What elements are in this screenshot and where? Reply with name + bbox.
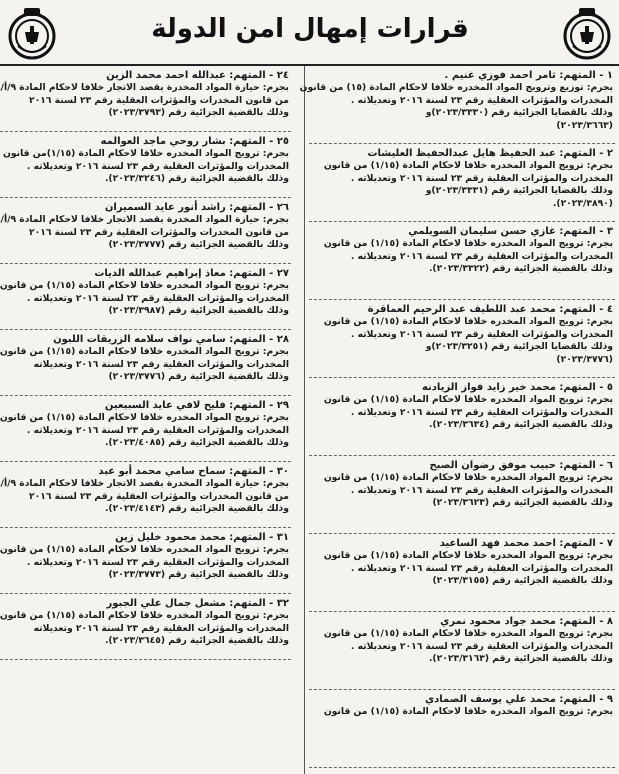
entry-name: ٤ - المتهم: محمد عبد اللطيف عبد الرحيم العماقرة bbox=[367, 304, 613, 315]
entry-line: وذلك بالقضايا الجزائية رقم (٢٠٢٣/٣٣٣٠)و bbox=[425, 107, 613, 118]
entry-line: المخدرات والمؤثرات العقلية رقم ٢٣ لسنة ٢٠١٦ وتعديلاته . bbox=[350, 172, 613, 184]
entry-line: بجرم: ترويج المواد المخدره خلافا لاحكام المادة (١/١٥) من قانون bbox=[0, 346, 289, 357]
list-item bbox=[309, 222, 615, 300]
entry-line: بجرم: ترويج المواد المخدره خلافا لاحكام المادة (١/١٥) من قانون bbox=[0, 280, 289, 291]
entry-name: ٢ - المتهم: عبد الحفيظ هايل عبدالحفيظ العليشات bbox=[367, 148, 613, 159]
entry-line: وذلك بالقضية الجزائية رقم (٢٠٢٣/٣١٦٣). bbox=[428, 653, 613, 664]
entry-line: وذلك بالقضية الجزائية رقم (٢٠٢٣/٣٦٣٤). bbox=[428, 419, 613, 430]
entry-line: وذلك بالقضية الجزائية رقم (٢٠٢٣/٣٦٤٥). bbox=[104, 635, 289, 646]
entry-line: وذلك بالقضية الجزائية رقم (٢٠٢٣/٣٧٩٣) bbox=[108, 107, 289, 118]
entry-line: بجرم: توزيع وترويج المواد المخدره خلافا لاحكام المادة (١٥) من قانون bbox=[299, 82, 613, 93]
list-item bbox=[0, 132, 291, 198]
entry-line: بجرم: حيازة المواد المخدرة بقصد الاتجار خلافا لاحكام المادة ٩/أ/ bbox=[0, 82, 289, 93]
entry-line: (٢٠٢٣/٣٧٧٦) bbox=[556, 353, 613, 365]
entry-line: من قانون المخدرات والمؤثرات العقلية رقم ٢٣ لسنة ٢٠١٦ bbox=[29, 490, 289, 502]
entry-line: المخدرات والمؤثرات العقلية رقم ٢٣ لسنة ٢٠١٦ وتعديلاته . bbox=[350, 406, 613, 418]
list-item bbox=[309, 690, 615, 768]
entry-line: بجرم: ترويج المواد المخدره خلافا لاحكام المادة (١/١٥) من قانون bbox=[323, 628, 613, 639]
entry-name: ٣١ - المتهم: محمد محمود خليل زين bbox=[115, 532, 289, 543]
entry-line: بجرم: ترويج المواد المخدره خلافا لاحكام المادة (١/١٥) من قانون bbox=[323, 550, 613, 561]
entry-line: وذلك بالقضية الجزائية رقم (٢٠٢٣/٣٧٧٧) bbox=[108, 239, 289, 250]
list-item bbox=[309, 300, 615, 378]
entry-line: وذلك بالقضايا الجزائية رقم (٢٠٢٣/٣٢٥١)و bbox=[425, 341, 613, 352]
entry-line: وذلك بالقضية الجزائية رقم (٢٠٢٣/٣٢٤٦). bbox=[104, 173, 289, 184]
entry-line: المخدرات والمؤثرات العقلية رقم ٢٣ لسنة ٢٠١٦ وتعديلاته bbox=[33, 358, 289, 370]
entry-name: ٥ - المتهم: محمد خير زايد فواز الزيادنه bbox=[421, 382, 613, 393]
list-item bbox=[0, 462, 291, 528]
entry-name: ٨ - المتهم: محمد جواد محمود نمري bbox=[440, 616, 613, 627]
entry-line: (٢٠٢٣/٣٨٩٠). bbox=[552, 197, 613, 209]
list-item bbox=[309, 534, 615, 612]
entry-name: ٢٩ - المتهم: فليح لافي عايد السبيعين bbox=[104, 400, 289, 411]
list-item bbox=[309, 144, 615, 222]
entry-line: المخدرات والمؤثرات العقلية رقم ٢٣ لسنة ٢٠١٦ وتعديلاته bbox=[33, 622, 289, 634]
entry-line: من قانون المخدرات والمؤثرات العقلية رقم ٢٣ لسنة ٢٠١٦ bbox=[29, 94, 289, 106]
entry-name: ٩ - المتهم: محمد علي يوسف الصمادي bbox=[424, 694, 613, 705]
entry-line: بجرم: ترويج المواد المخدره خلافا لاحكام المادة (١/١٥) من قانون bbox=[323, 394, 613, 405]
entry-line: المخدرات والمؤثرات العقلية رقم ٢٣ لسنة ٢٠١٦ وتعديلاته . bbox=[350, 94, 613, 106]
entry-name: ١ - المتهم: ثامر احمد فوزي غنيم . bbox=[444, 70, 613, 81]
left-column bbox=[0, 66, 291, 774]
list-item bbox=[0, 528, 291, 594]
list-item bbox=[309, 612, 615, 690]
entry-line: المخدرات والمؤثرات العقلية رقم ٢٣ لسنة ٢٠١٦ وتعديلاته . bbox=[26, 160, 289, 172]
entry-name: ٦ - المتهم: حبيب موفق رضوان الصبح bbox=[429, 460, 613, 471]
columns bbox=[0, 66, 619, 774]
entry-line: من قانون المخدرات والمؤثرات العقلية رقم ٢٣ لسنة ٢٠١٦ bbox=[29, 226, 289, 238]
entry-line: وذلك بالقضايا الجزائية رقم (٢٠٢٣/٣٣٣١)و bbox=[425, 185, 613, 196]
list-item bbox=[299, 66, 615, 144]
entry-line: وذلك بالقضية الجزائية رقم (٢٠٢٣/٤٠٨٥). bbox=[104, 437, 289, 448]
entry-name: ٣٢ - المتهم: مشعل جمال علي الجبور bbox=[106, 598, 289, 609]
entry-line: بجرم: ترويج المواد المخدره خلافا لاحكام المادة (١/١٥) من قانون bbox=[0, 610, 289, 621]
list-item bbox=[0, 66, 291, 132]
list-item bbox=[0, 264, 291, 330]
list-item bbox=[0, 594, 291, 660]
entry-line: وذلك بالقضية الجزائية رقم (٢٠٢٣/٣٣٢٢). bbox=[428, 263, 613, 274]
page-title: قرارات إمهال امن الدولة bbox=[151, 14, 469, 44]
entry-line: بجرم: ترويج المواد المخدره خلافا لاحكام المادة (١/١٥) من قانون bbox=[323, 238, 613, 249]
entry-name: ٢٨ - المتهم: سامي نواف سلامه الزريقات اللبون bbox=[53, 334, 289, 345]
police-emblem-icon bbox=[4, 6, 60, 62]
entry-line: بجرم: ترويج المواد المخدره خلافا لاحكام المادة (١/١٥) من قانون bbox=[323, 472, 613, 483]
entry-line: المخدرات والمؤثرات العقلية رقم ٢٣ لسنة ٢٠١٦ وتعديلاته . bbox=[350, 250, 613, 262]
entry-line: وذلك بالقضية الجزائية رقم (٢٠٢٣/٣٩٨٧) bbox=[108, 305, 289, 316]
right-column bbox=[299, 66, 615, 774]
entry-name: ٧ - المتهم: احمد محمد فهد الساعيد bbox=[439, 538, 613, 549]
list-item bbox=[0, 330, 291, 396]
list-item bbox=[309, 456, 615, 534]
police-emblem-icon bbox=[559, 6, 615, 62]
entry-line: بجرم: ترويج المواد المخدره خلافا لاحكام المادة (١/١٥) من قانون bbox=[0, 544, 289, 555]
entry-line: بجرم: ترويج المواد المخدره خلافا لاحكام المادة (١/١٥) من قانون bbox=[0, 412, 289, 423]
entry-line: المخدرات والمؤثرات العقلية رقم ٢٣ لسنة ٢٠١٦ وتعديلاته . bbox=[26, 292, 289, 304]
entry-line: وذلك بالقضية الجزائية رقم (٢٠٢٣/٤١٤٣). bbox=[104, 503, 289, 514]
entry-line: المخدرات والمؤثرات العقلية رقم ٢٣ لسنة ٢٠١٦ وتعديلاته . bbox=[350, 328, 613, 340]
entry-name: ٢٤ - المتهم: عبدالله احمد محمد الزين bbox=[106, 70, 289, 81]
entry-line: المخدرات والمؤثرات العقلية رقم ٢٣ لسنة ٢٠١٦ وتعديلاته . bbox=[26, 424, 289, 436]
entry-line: وذلك بالقضية الجزائية رقم (٢٠٢٣/٣٧٧٣) bbox=[108, 569, 289, 580]
entry-line: بجرم: حيازة المواد المخدرة بقصد الاتجار خلافا لاحكام المادة ٩/أ/ bbox=[0, 478, 289, 489]
entry-line: بجرم: حيازة المواد المخدرة بقصد الاتجار خلافا لاحكام المادة ٩/أ/ bbox=[0, 214, 289, 225]
entry-name: ٢٦ - المتهم: راشد أنور عايد السميران bbox=[104, 202, 289, 213]
entry-name: ٣٠ - المتهم: سماح سامي محمد أبو عبد bbox=[98, 466, 289, 477]
entry-line: بجرم: ترويج المواد المخدره خلافا لاحكام المادة (١/١٥) من قانون bbox=[323, 316, 613, 327]
page-header bbox=[0, 0, 619, 66]
list-item bbox=[0, 396, 291, 462]
list-item bbox=[309, 378, 615, 456]
entry-line: المخدرات والمؤثرات العقلية رقم ٢٣ لسنة ٢٠١٦ وتعديلاته . bbox=[26, 556, 289, 568]
entry-line: بجرم: ترويج المواد المخدره خلافا لاحكام المادة (١/١٥)من قانون bbox=[3, 148, 289, 159]
entry-name: ٢٧ - المتهم: معاذ إبراهيم عبدالله الديات bbox=[94, 268, 289, 279]
entry-line: المخدرات والمؤثرات العقلية رقم ٢٣ لسنة ٢٠١٦ وتعديلاته . bbox=[350, 562, 613, 574]
entry-line: وذلك بالقضية الجزائية رقم (٢٠٢٣/٣٧٧٦) bbox=[108, 371, 289, 382]
entry-line: بجرم: ترويج المواد المخدره خلافا لاحكام المادة (١/١٥) من قانون bbox=[323, 706, 613, 717]
entry-line: المخدرات والمؤثرات العقلية رقم ٢٣ لسنة ٢٠١٦ وتعديلاته . bbox=[350, 640, 613, 652]
list-item bbox=[0, 198, 291, 264]
entry-line: وذلك بالقضية الجزائية رقم (٢٠٢٣/٣١٥٥) bbox=[432, 575, 613, 586]
entry-line: المخدرات والمؤثرات العقلية رقم ٢٣ لسنة ٢٠١٦ وتعديلاته . bbox=[350, 484, 613, 496]
entry-line: وذلك بالقضية الجزائية رقم (٢٠٢٣/٣٦٢٣) bbox=[432, 497, 613, 508]
entry-name: ٣ - المتهم: غازي حسن سليمان السويلمي bbox=[408, 226, 613, 237]
entry-name: ٢٥ - المتهم: بشار روحي ماجد العوالمه bbox=[100, 136, 289, 147]
entry-line: (٢٠٢٣/٣٦٦٣) bbox=[556, 119, 613, 131]
entry-line: بجرم: ترويج المواد المخدره خلافا لاحكام المادة (١/١٥) من قانون bbox=[323, 160, 613, 171]
